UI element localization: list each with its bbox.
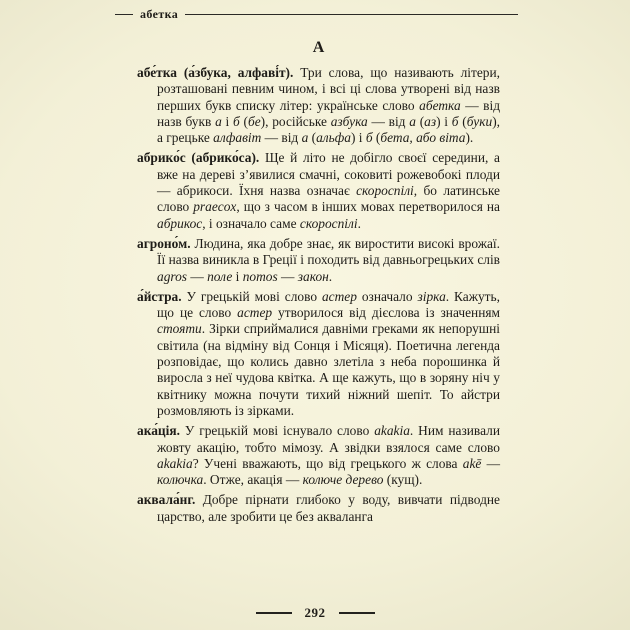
entry-headword: ака́ція. [137,423,180,439]
entry-text: Людина, яка добре знає, як виростити високі врожаї. Її назва виникла в Греції і походить від давньогрецьких слів [157,235,500,268]
dictionary-entry [137,65,500,146]
entry-text: — [481,455,500,471]
entry-text: азбука [330,113,368,129]
entry-text: akakia [157,455,193,471]
entry-text: скороспілі [299,215,358,231]
entry-text: а [215,113,222,129]
entry-text: , що з часом в інших мовах перетворилося на [236,199,500,215]
header-rule-left [115,14,133,15]
entry-text: означало [356,288,418,304]
entry-text: — [187,268,208,284]
dictionary-entry [137,492,500,525]
entry-text: . Ним називали жовту акацію, тобто мімозу. А звідки взялося саме слово [157,423,500,455]
dictionary-entry [137,289,500,419]
entry-text: буки [466,113,493,129]
entry-text: nomos [242,268,278,284]
running-header-word: абетка [140,7,179,21]
entry-text: астер [321,288,357,304]
entry-text: (кущ). [383,472,423,488]
entry-text: Три слова, що називають літери, розташовані певним чином, і всі ці слова утворені від назв перших букв списку літер: українське слово [157,65,500,113]
entry-text: Добре пірнати глибоко у воду, вивчати підводне царство, але зробити це без акваланга [157,492,500,524]
entry-text: скороспілі [356,183,414,199]
entry-text: і [232,268,243,284]
entry-text: — [277,268,298,284]
entry-text: ) і [436,113,452,129]
entry-headword: а́йстра. [137,288,182,304]
entry-text: б [365,130,373,146]
entry-text: бета, або віта [380,130,466,146]
running-header [115,7,518,22]
page-number: 292 [304,605,326,620]
entry-text: поле [207,268,233,284]
entry-headword: абе́тка (а́збука, алфаві́т). [137,65,294,80]
footer-rule-right [339,612,375,614]
entry-text: а [301,130,309,146]
entry-text: закон [297,268,329,284]
entry-text: , бо латинське слово [157,183,500,215]
entry-text: ), а грецьке [157,113,501,146]
entry-text: У грецькій мові існувало слово [179,423,375,439]
entry-text: абетка [419,97,461,113]
entry-text: бе [247,113,261,129]
entry-text: ? Учені вважають, що від грецького ж слова [192,455,463,471]
entry-text: . Зірки сприймалися давніми греками як непорушні світила (на відміну від Сонця і Місяця). Поетична легенда розповідає, що колись давно злетіла з неба порошинка й виросла з неї чудова квітка. А ще кажуть, що в зоряну ніч у квітнику можна почути тихий ніжний шепіт. То айстри розмовляють із зірками. [157,321,500,418]
section-letter: А [312,39,325,56]
entry-text: і [221,113,233,129]
entry-text: зірка [417,288,446,304]
entry-text: б [451,113,459,129]
entry-text: ( [458,113,467,129]
entry-text: б [233,113,240,129]
entry-text: астер [237,305,273,321]
entry-text: колюче дерево [302,472,384,488]
entry-text: ( [308,130,317,146]
footer-rule-left [256,612,292,614]
entry-text: — від [261,130,302,146]
entry-text: ( [239,113,248,129]
entry-text: утворилося від дієслова із значенням [272,305,501,321]
entry-text: У грецькій мові слово [181,288,322,304]
entry-text: . Кажуть, що це слово [157,288,500,321]
entry-text: akē [462,455,482,471]
entry-text: ), російське [260,113,331,129]
entry-text: ( [415,113,425,129]
entry-text: ( [372,130,381,146]
page-footer [0,605,630,621]
entry-text: — від назв букв [157,97,501,129]
entry-text: аз [424,113,437,129]
header-rule-right [185,14,518,15]
entry-text: стояти [157,321,202,337]
entry-text: ). [465,130,474,146]
entry-headword: аквала́нг. [137,492,196,508]
entry-text: akakia [374,423,410,439]
dictionary-entry [137,150,500,231]
entry-text: алфавіт [213,130,262,146]
entry-text: абрикос [157,215,203,231]
entry-text: Ще й літо не добігло своєї середини, а вже на дереві з’явилися смачні, соковиті рожевобокі плоди — абрикоси. Їхня назва означає [157,150,500,199]
entry-text: . [328,268,333,284]
entry-text: . Отже, акація — [203,472,303,488]
entry-text: ) і [350,130,366,146]
entry-text: колючка [157,472,204,488]
entries-list [137,65,500,525]
entry-text: — від [367,113,410,129]
entry-headword: абрико́с (абрико́са). [137,150,260,166]
dictionary-entry [137,236,500,285]
entry-text: а [409,113,416,129]
entry-text: альфа [316,130,351,146]
page-content [137,39,500,525]
dictionary-entry [137,423,500,488]
entry-text: . [357,215,361,231]
entry-text: , і означало саме [202,215,300,231]
entry-text: agros [157,268,188,284]
entry-headword: агроно́м. [137,235,191,251]
entry-text: praecox [193,199,237,215]
